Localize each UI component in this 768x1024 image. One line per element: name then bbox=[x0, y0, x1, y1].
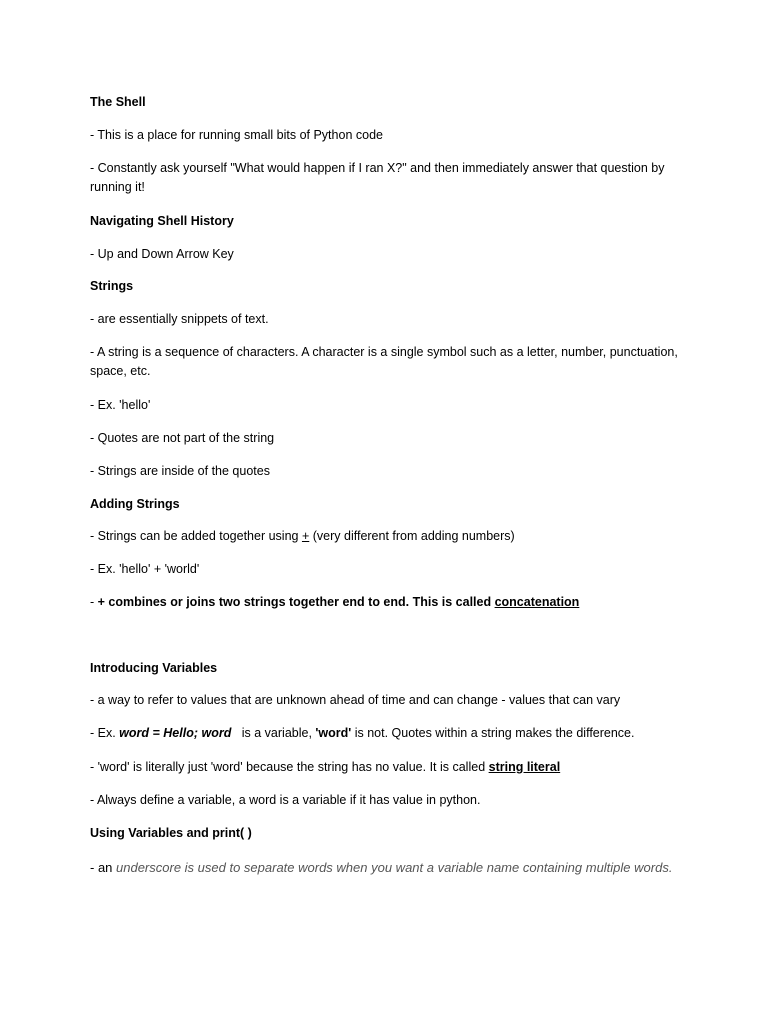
paragraph-way-to-refer: - a way to refer to values that are unknown ahead of time and can change - values that can vary bbox=[90, 693, 621, 707]
paragraph-added-together bbox=[90, 527, 690, 546]
paragraph-define-variable: - Always define a variable, a word is a variable if it has value in python. bbox=[90, 793, 481, 807]
paragraph-shell-purpose: - This is a place for running small bits of Python code bbox=[90, 128, 383, 142]
plus-operator: + bbox=[301, 529, 310, 543]
text-part: - an bbox=[90, 860, 117, 875]
paragraph-ex-hello: - Ex. 'hello' bbox=[90, 398, 151, 412]
paragraph-concatenation bbox=[90, 593, 690, 612]
paragraph-ex-hello-world: - Ex. 'hello' + 'world' bbox=[90, 562, 200, 576]
paragraph-quotes-not-part: - Quotes are not part of the string bbox=[90, 431, 275, 445]
text-part: - Strings can be added together using bbox=[90, 529, 302, 543]
text-part-italic: underscore is used to separate words when you want a variable name containing multiple words. bbox=[116, 860, 673, 875]
term-string-literal: string literal bbox=[488, 760, 561, 774]
text-part: - 'word' is literally just 'word' because the string has no value. It is called bbox=[90, 760, 489, 774]
heading-the-shell: The Shell bbox=[90, 95, 146, 109]
text-part: - Ex. bbox=[90, 726, 120, 740]
paragraph-ask-yourself: - Constantly ask yourself "What would happen if I ran X?" and then immediately answer that question by running it! bbox=[90, 161, 665, 194]
paragraph-ex-word bbox=[90, 724, 690, 743]
text-part-parens: ( ) bbox=[240, 826, 252, 840]
heading-navigating-history: Navigating Shell History bbox=[90, 214, 234, 228]
text-part-bold: + combines or joins two strings together end to end. This is called bbox=[97, 595, 495, 609]
term-concatenation: concatenation bbox=[494, 595, 580, 609]
text-part: (very different from adding numbers) bbox=[309, 529, 515, 543]
quoted-word: 'word' bbox=[315, 726, 352, 740]
paragraph-sequence: - A string is a sequence of characters. A character is a single symbol such as a letter, number, punctuation, space, etc. bbox=[90, 345, 678, 378]
text-part: is a variable, bbox=[231, 726, 316, 740]
paragraph-underscore bbox=[90, 857, 690, 878]
text-part: Using Variables and print bbox=[90, 826, 241, 840]
text-part: is not. Quotes within a string makes the difference. bbox=[351, 726, 635, 740]
paragraph-snippets: - are essentially snippets of text. bbox=[90, 312, 269, 326]
text-part: - bbox=[90, 595, 98, 609]
paragraph-inside-quotes: - Strings are inside of the quotes bbox=[90, 464, 270, 478]
heading-introducing-variables: Introducing Variables bbox=[90, 661, 218, 675]
paragraph-arrow-keys: - Up and Down Arrow Key bbox=[90, 247, 234, 261]
heading-strings: Strings bbox=[90, 279, 134, 293]
heading-using-variables-print bbox=[90, 824, 690, 843]
code-word-assignment: word = Hello; word bbox=[119, 726, 232, 740]
paragraph-string-literal bbox=[90, 758, 690, 777]
heading-adding-strings: Adding Strings bbox=[90, 497, 180, 511]
